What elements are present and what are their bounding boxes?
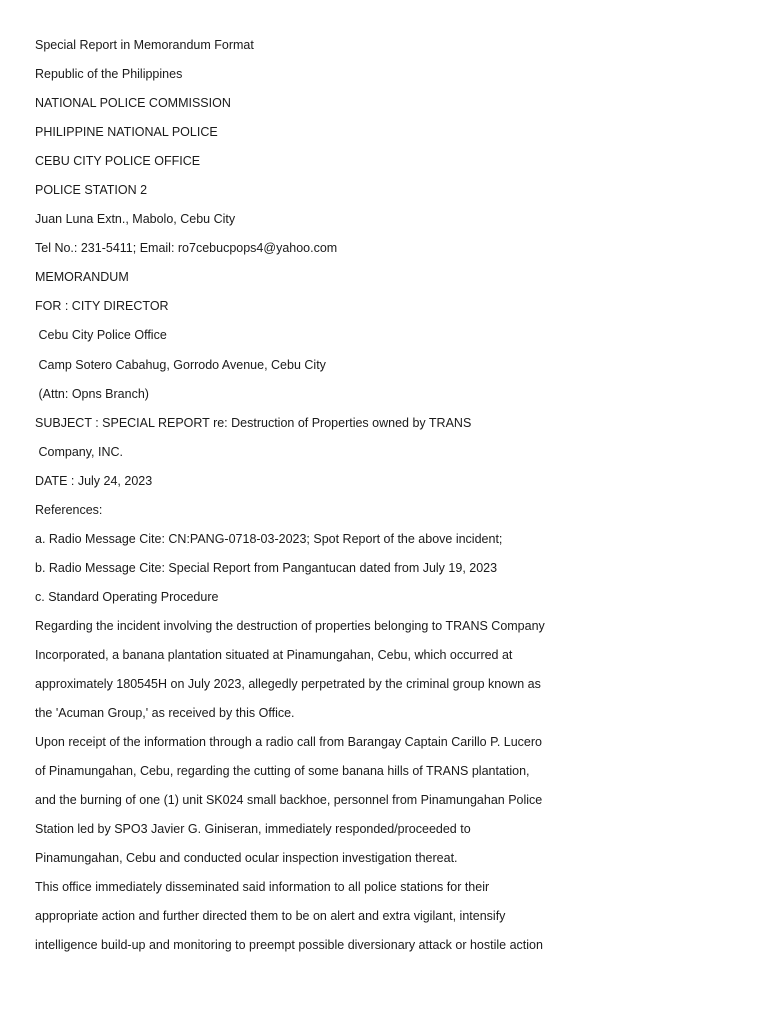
paragraph-1-line-2: Incorporated, a banana plantation situated at Pinamungahan, Cebu, which occurred at (35, 647, 513, 662)
document-title: Special Report in Memorandum Format (35, 38, 254, 52)
paragraph-2-line-2: of Pinamungahan, Cebu, regarding the cutting of some banana hills of TRANS plantation, (35, 764, 530, 779)
paragraph-2-line-1: Upon receipt of the information through a radio call from Barangay Captain Carillo P. Lucero (35, 735, 542, 750)
memo-for-attn: (Attn: Opns Branch) (35, 386, 149, 401)
reference-b: b. Radio Message Cite: Special Report from Pangantucan dated from July 19, 2023 (35, 560, 498, 575)
memo-for-address: Camp Sotero Cabahug, Gorrodo Avenue, Cebu City (35, 357, 326, 372)
header-contact: Tel No.: 231-5411; Email: ro7cebucpops4@yahoo.com (35, 241, 338, 256)
memo-subject-cont: Company, INC. (35, 444, 123, 459)
reference-c: c. Standard Operating Procedure (35, 589, 219, 604)
reference-a: a. Radio Message Cite: CN:PANG-0718-03-2023; Spot Report of the above incident; (35, 531, 503, 546)
header-napolcom: NATIONAL POLICE COMMISSION (35, 96, 231, 111)
header-pnp: PHILIPPINE NATIONAL POLICE (35, 125, 218, 140)
memo-for: FOR : CITY DIRECTOR (35, 299, 169, 314)
header-office: CEBU CITY POLICE OFFICE (35, 154, 201, 169)
paragraph-2-line-4: Station led by SPO3 Javier G. Giniseran, immediately responded/proceeded to (35, 822, 471, 837)
paragraph-3-line-3: intelligence build-up and monitoring to preempt possible diversionary attack or hostile action (35, 938, 543, 953)
memo-date: DATE : July 24, 2023 (35, 473, 153, 488)
paragraph-1-line-3: approximately 180545H on July 2023, allegedly perpetrated by the criminal group known as (35, 677, 541, 692)
paragraph-2-line-5: Pinamungahan, Cebu and conducted ocular inspection investigation thereat. (35, 851, 458, 866)
paragraph-3-line-1: This office immediately disseminated said information to all police stations for their (35, 880, 490, 895)
header-station: POLICE STATION 2 (35, 183, 148, 198)
paragraph-1-line-1: Regarding the incident involving the destruction of properties belonging to TRANS Company (35, 618, 545, 633)
memo-for-office: Cebu City Police Office (35, 328, 167, 343)
header-address: Juan Luna Extn., Mabolo, Cebu City (35, 212, 236, 227)
paragraph-1-line-4: the 'Acuman Group,' as received by this Office. (35, 706, 295, 721)
paragraph-3-line-2: appropriate action and further directed them to be on alert and extra vigilant, intensify (35, 909, 506, 924)
memo-subject: SUBJECT : SPECIAL REPORT re: Destruction of Properties owned by TRANS (35, 415, 472, 430)
memo-heading: MEMORANDUM (35, 270, 129, 285)
memorandum-document (35, 35, 735, 965)
paragraph-2-line-3: and the burning of one (1) unit SK024 small backhoe, personnel from Pinamungahan Police (35, 793, 543, 808)
header-republic: Republic of the Philippines (35, 67, 183, 82)
references-heading: References: (35, 502, 103, 517)
